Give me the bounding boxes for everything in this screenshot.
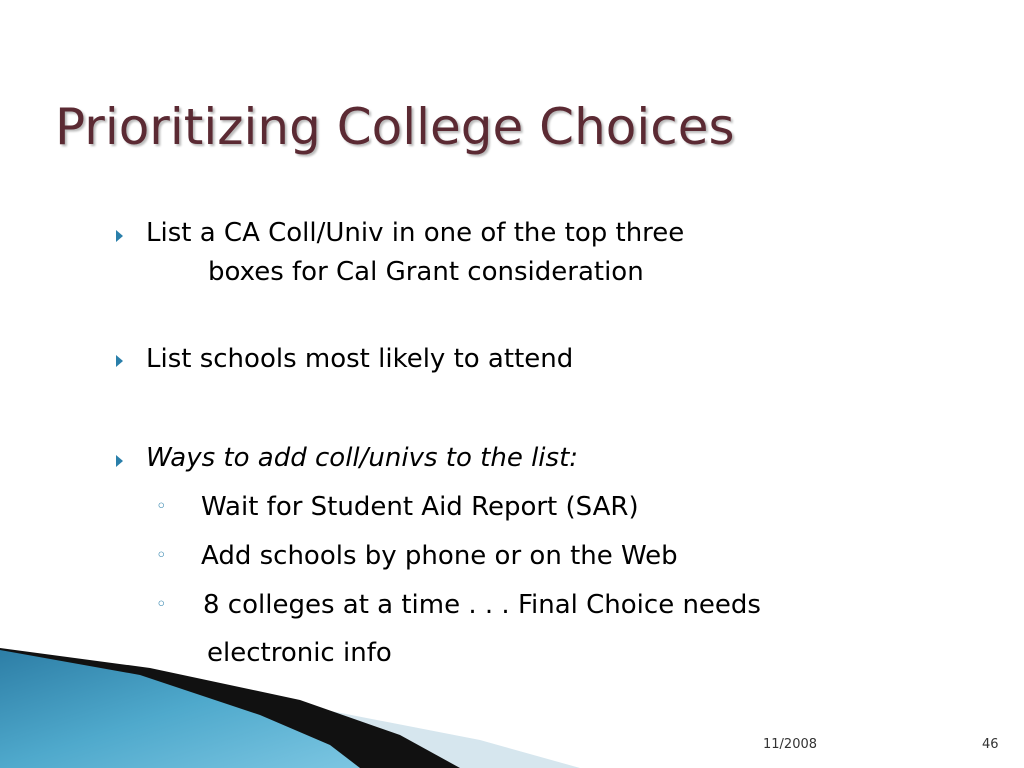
sub-bullet-2-line-1: Add schools by phone or on the Web bbox=[201, 541, 678, 571]
bullet-3-line-1: Ways to add coll/univs to the list: bbox=[146, 443, 579, 473]
sub-bullet-3-line-2: electronic info bbox=[207, 638, 392, 668]
sub-bullet-3-line-1: 8 colleges at a time . . . Final Choice needs bbox=[203, 590, 761, 620]
slide-title: Prioritizing College Choices bbox=[55, 98, 735, 156]
bullet-2-line-1: List schools most likely to attend bbox=[146, 344, 574, 374]
footer-date: 11/2008 bbox=[763, 737, 818, 752]
bullet-1-line-1: List a CA Coll/Univ in one of the top three bbox=[146, 218, 685, 248]
slide-number: 46 bbox=[982, 737, 999, 752]
circle-bullet-icon: ◦ bbox=[156, 545, 167, 566]
circle-bullet-icon: ◦ bbox=[156, 594, 167, 615]
bullet-1-line-2: boxes for Cal Grant consideration bbox=[208, 257, 644, 287]
circle-bullet-icon: ◦ bbox=[156, 496, 167, 517]
sub-bullet-1-line-1: Wait for Student Aid Report (SAR) bbox=[201, 492, 639, 522]
